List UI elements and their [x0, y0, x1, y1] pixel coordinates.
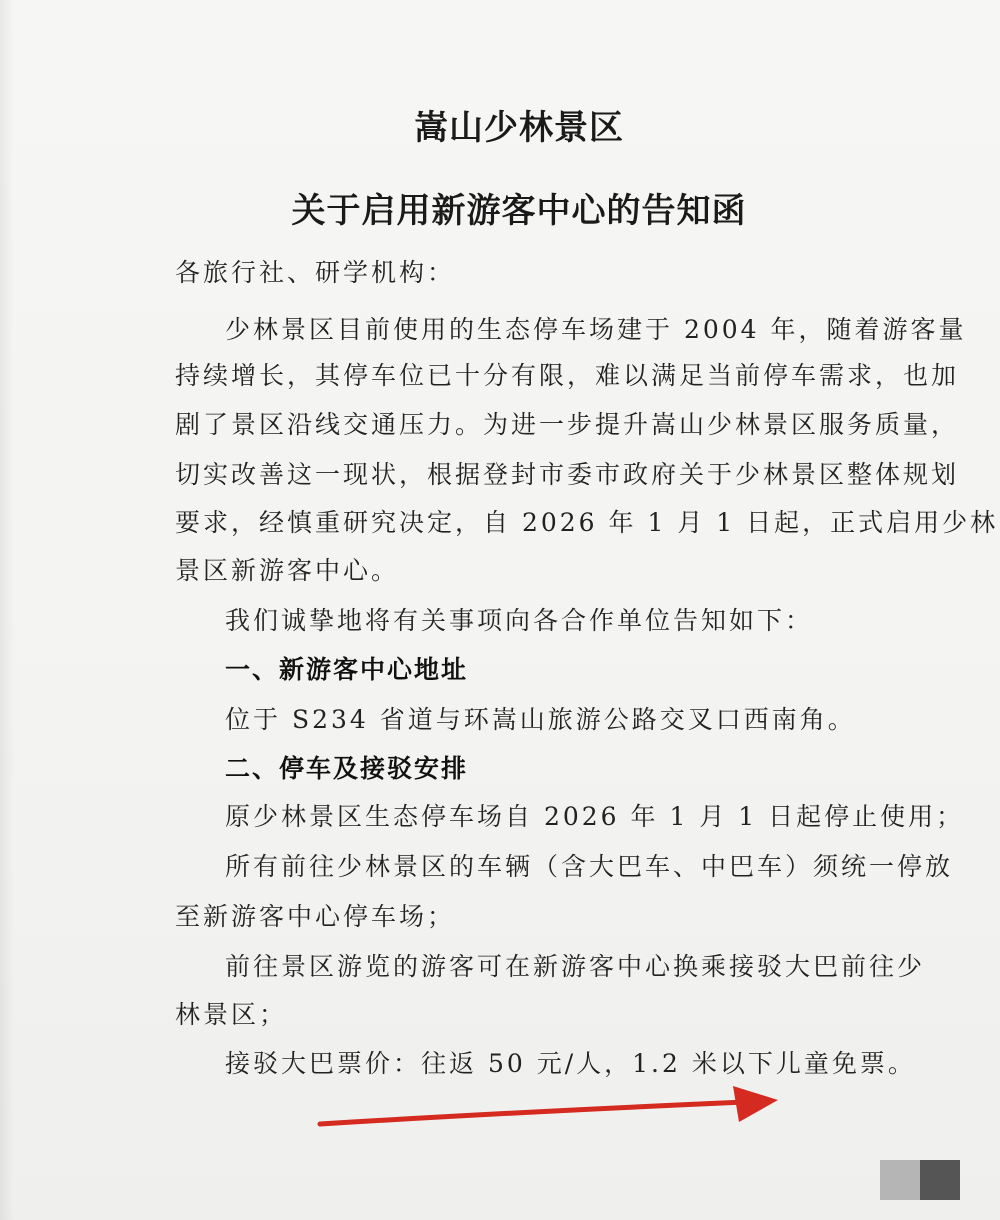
intro-line: 我们诚挚地将有关事项向各合作单位告知如下： [225, 606, 814, 635]
para1-line: 少林景区目前使用的生态停车场建于 2004 年，随着游客量 [225, 315, 967, 344]
red-arrow-icon [315, 1082, 785, 1132]
para1-line: 切实改善这一现状，根据登封市委市政府关于少林景区整体规划 [175, 460, 960, 489]
section2-line: 前往景区游览的游客可在新游客中心换乘接驳大巴前往少 [225, 952, 926, 981]
section1-text: 位于 S234 省道与环嵩山旅游公路交叉口西南角。 [225, 705, 856, 734]
para1-line: 景区新游客中心。 [175, 556, 400, 585]
document-title-line2: 关于启用新游客中心的告知函 [291, 191, 747, 231]
section2-line: 接驳大巴票价：往返 50 元/人，1.2 米以下儿童免票。 [225, 1049, 916, 1078]
corner-square-light [880, 1160, 920, 1200]
section1-heading: 一、新游客中心地址 [225, 655, 469, 684]
corner-square-dark [920, 1160, 960, 1200]
section2-line: 至新游客中心停车场； [175, 902, 456, 931]
section2-line: 原少林景区生态停车场自 2026 年 1 月 1 日起停止使用； [225, 802, 965, 831]
section2-heading: 二、停车及接驳安排 [225, 754, 469, 783]
para1-line: 要求，经慎重研究决定，自 2026 年 1 月 1 日起，正式启用少林 [175, 508, 999, 537]
corner-mark [880, 1160, 960, 1200]
section2-line: 所有前往少林景区的车辆（含大巴车、中巴车）须统一停放 [225, 852, 954, 881]
salutation: 各旅行社、研学机构： [175, 258, 456, 287]
document-title-line1: 嵩山少林景区 [414, 108, 624, 148]
para1-line: 剧了景区沿线交通压力。为进一步提升嵩山少林景区服务质量， [175, 410, 960, 439]
section2-line: 林景区； [175, 1000, 288, 1029]
para1-line: 持续增长，其停车位已十分有限，难以满足当前停车需求，也加 [175, 361, 960, 390]
